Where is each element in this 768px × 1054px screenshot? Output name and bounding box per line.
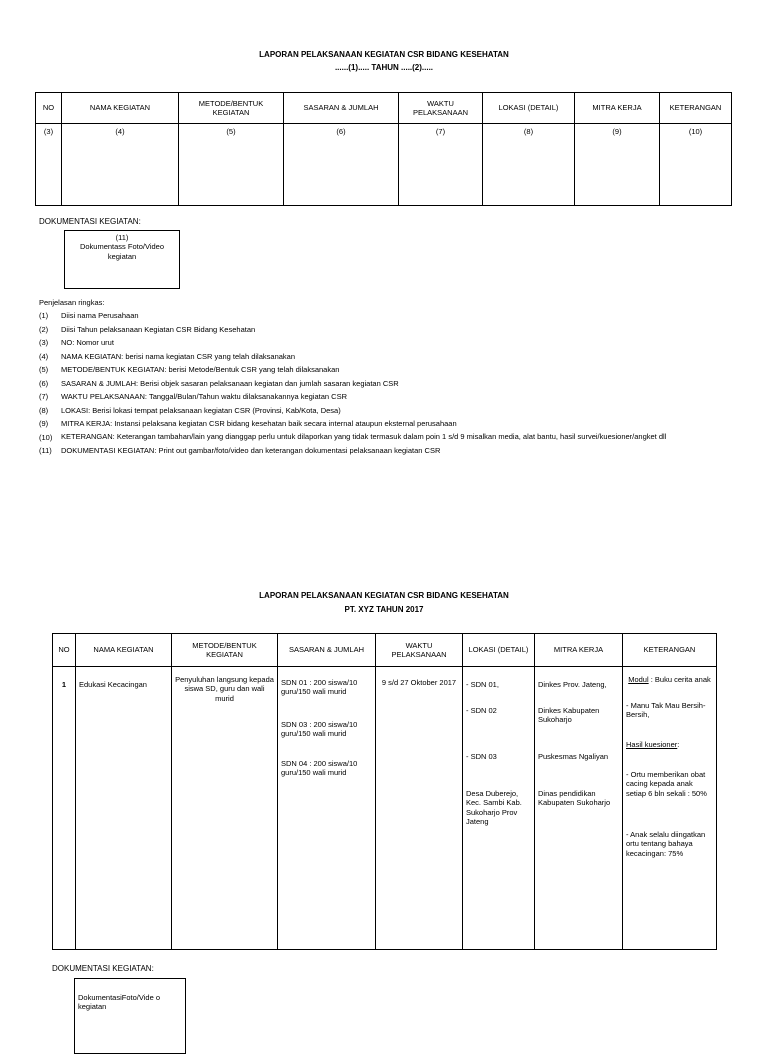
header-waktu: WAKTU PELAKSANAAN xyxy=(399,93,483,124)
cell-no: 1 xyxy=(53,667,76,950)
number-cell: (3) xyxy=(36,124,62,206)
cell-nama: Edukasi Kecacingan xyxy=(76,667,172,950)
cell-lokasi: - SDN 01, - SDN 02 - SDN 03 Desa Duberejo, Kec. Sambi Kab. Sukoharjo Prov Jateng xyxy=(463,667,535,950)
list-item: (8) LOKASI: Berisi lokasi tempat pelaksanaan kegiatan CSR (Provinsi, Kab/Kota, Desa) xyxy=(39,405,341,415)
cell-mitra: Dinkes Prov. Jateng, Dinkes Kabupaten Sukoharjo Puskesmas Ngaliyan Dinas pendidikan Kabupaten Sukoharjo xyxy=(535,667,623,950)
template-table xyxy=(35,92,732,206)
example-doc-label: DOKUMENTASI KEGIATAN: xyxy=(52,964,154,973)
header-lokasi: LOKASI (DETAIL) xyxy=(483,93,575,124)
example-doc-box xyxy=(74,978,186,1054)
header-lokasi: LOKASI (DETAIL) xyxy=(463,634,535,667)
doc-box-text: Dokumentass Foto/Video kegiatan xyxy=(79,242,165,261)
template-header-row xyxy=(36,93,732,124)
header-keterangan: KETERANGAN xyxy=(623,634,717,667)
number-cell: (10) xyxy=(660,124,732,206)
cell-keterangan: Modul : Buku cerita anak - Manu Tak Mau Bersih-Bersih, Hasil kuesioner: - Ortu memberikan obat cacing kepada anak setiap 6 bln sekali : 50% - Anak selalu diingatkan ortu tentang bahaya kecacingan: 75% xyxy=(623,667,717,950)
example-header-row xyxy=(53,634,717,667)
template-title: LAPORAN PELAKSANAAN KEGIATAN CSR BIDANG KESEHATAN xyxy=(259,50,509,59)
list-item: (7) WAKTU PELAKSANAAN: Tanggal/Bulan/Tahun waktu dilaksanakannya kegiatan CSR xyxy=(39,392,347,401)
header-metode: METODE/BENTUK KEGIATAN xyxy=(179,93,284,124)
explanation-heading: Penjelasan ringkas: xyxy=(39,298,105,307)
template-number-row xyxy=(36,124,732,206)
list-item: (9) MITRA KERJA: Instansi pelaksana kegiatan CSR bidang kesehatan baik secara internal ataupun eksternal perusahaan xyxy=(39,419,457,428)
number-cell: (8) xyxy=(483,124,575,206)
list-item: (2) Diisi Tahun pelaksanaan Kegiatan CSR Bidang Kesehatan xyxy=(39,324,256,334)
example-subtitle: PT. XYZ TAHUN 2017 xyxy=(344,605,424,614)
header-metode: METODE/BENTUK KEGIATAN xyxy=(172,634,278,667)
number-cell: (7) xyxy=(399,124,483,206)
cell-metode: Penyuluhan langsung kepada siswa SD, guru dan wali murid xyxy=(172,667,278,950)
list-item: (4) NAMA KEGIATAN: berisi nama kegiatan CSR yang telah dilaksanakan xyxy=(39,351,296,361)
template-subtitle: ......(1)..... TAHUN .....(2)..... xyxy=(334,63,434,72)
template-doc-label: DOKUMENTASI KEGIATAN: xyxy=(39,217,141,226)
header-no: NO xyxy=(53,634,76,667)
doc-box-text: DokumentasiFoto/Vide o kegiatan xyxy=(78,993,160,1012)
list-item: (10) KETERANGAN: Keterangan tambahan/lain yang dianggap perlu untuk dilaporkan yang tidak termasuk dalam poin 1 s/d 9 misalkan media, alat bantu, hasil survei/kuesioner/angket dll xyxy=(39,431,667,442)
example-title: LAPORAN PELAKSANAAN KEGIATAN CSR BIDANG KESEHATAN xyxy=(259,591,509,600)
list-item: (1) Diisi nama Perusahaan xyxy=(39,311,139,320)
explanation-list xyxy=(39,309,759,458)
number-cell: (9) xyxy=(575,124,660,206)
example-table xyxy=(52,633,717,950)
number-cell: (6) xyxy=(284,124,399,206)
header-mitra: MITRA KERJA xyxy=(575,93,660,124)
table-row xyxy=(53,667,717,950)
list-item: (6) SASARAN & JUMLAH: Berisi objek sasaran pelaksanaan kegiatan dan jumlah sasaran kegiatan CSR xyxy=(39,378,399,388)
header-sasaran: SASARAN & JUMLAH xyxy=(284,93,399,124)
number-cell: (4) xyxy=(62,124,179,206)
header-no: NO xyxy=(36,93,62,124)
list-item: (11) DOKUMENTASI KEGIATAN: Print out gambar/foto/video dan keterangan dokumentasi pelaksanaan kegiatan CSR xyxy=(39,446,441,455)
list-item: (3) NO: Nomor urut xyxy=(39,338,114,347)
header-nama-kegiatan: NAMA KEGIATAN xyxy=(62,93,179,124)
header-nama-kegiatan: NAMA KEGIATAN xyxy=(76,634,172,667)
list-item: (5) METODE/BENTUK KEGIATAN: berisi Metode/Bentuk CSR yang telah dilaksanakan xyxy=(39,365,340,374)
cell-sasaran: SDN 01 : 200 siswa/10 guru/150 wali murid SDN 03 : 200 siswa/10 guru/150 wali murid SDN 04 : 200 siswa/10 guru/150 wali murid xyxy=(278,667,376,950)
header-sasaran: SASARAN & JUMLAH xyxy=(278,634,376,667)
number-cell: (5) xyxy=(179,124,284,206)
doc-box-number: (11) xyxy=(115,233,129,242)
header-keterangan: KETERANGAN xyxy=(660,93,732,124)
cell-waktu: 9 s/d 27 Oktober 2017 xyxy=(376,667,463,950)
template-doc-box xyxy=(64,230,180,289)
header-mitra: MITRA KERJA xyxy=(535,634,623,667)
header-waktu: WAKTU PELAKSANAAN xyxy=(376,634,463,667)
